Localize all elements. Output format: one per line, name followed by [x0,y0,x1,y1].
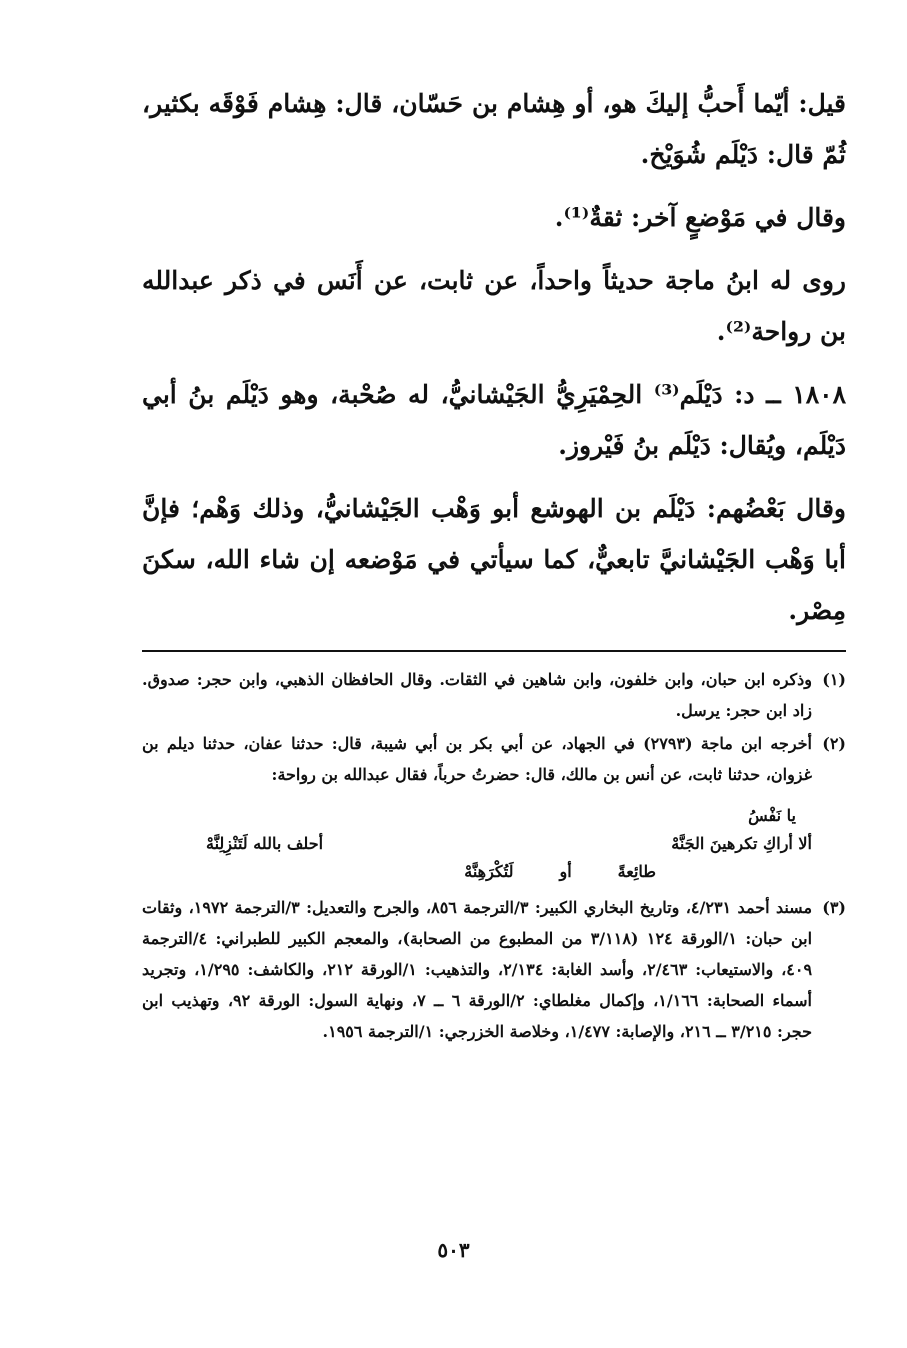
paragraph-2: وقال في مَوْضعٍ آخر: ثقةٌ⁽¹⁾. [554,203,846,232]
footnote-number: (١) [822,670,846,689]
footnote-divider [142,650,846,652]
poem-line-2 [142,858,846,886]
page-content [142,78,846,1278]
footnote-text: أخرجه ابن ماجة (٢٧٩٣) في الجهاد، عن أبي بكر بن أبي شيبة، قال: حدثنا عفان، حدثنا ديلم بن غزوان، حدثنا ثابت، عن أنس بن مالك، قال: حضرتُ حرباً، فقال عبدالله بن رواحة: [142,734,813,784]
poem-line-0: يا نَفْسُ [748,806,796,825]
footnote-1 [142,664,846,726]
poem-hemistich-1a: ألا أراكِ تكرهينَ الجَنَّهْ [671,834,812,853]
paragraph-1: قيل: أيّما أَحبُّ إليكَ هو، أو هِشام بن حَسّان، قال: هِشام فَوْقَه بكثير، ثُمّ قال: دَيْلَم شُوَيْخ. [142,89,846,169]
footnote-number: (٣) [822,898,846,917]
paragraph-5: وقال بَعْضُهم: دَيْلَم بن الهوشع أبو وَهْب الجَيْشانيُّ، وذلك وَهْم؛ فإنَّ أبا وَهْب الجَيْشانيَّ تابعيٌّ، كما سيأتي في مَوْضعه إن شاء الله، سكنَ مِصْر. [142,494,846,625]
poem-line-1 [142,830,846,858]
paragraph-3: روى له ابنُ ماجة حديثاً واحداً، عن ثابت، عن أَنَس في ذكر عبدالله بن رواحة⁽²⁾. [142,266,846,346]
main-text [142,78,846,636]
footnotes [142,664,846,1047]
poem-word-2b: أو [559,862,572,881]
footnote-text: وذكره ابن حبان، وابن خلفون، وابن شاهين في الثقات. وقال الحافظان الذهبي، وابن حجر: صدوق. زاد ابن حجر: يرسل. [142,670,813,720]
entry-1808: ١٨٠٨ ــ د: دَيْلَم⁽³⁾ الحِمْيَرِيُّ الجَيْشانيُّ، له صُحْبة، وهو دَيْلَم بنُ أبي دَيْلَم، ويُقال: دَيْلَم بنُ فَيْروز. [142,380,846,460]
footnote-number: (٢) [822,734,846,753]
poem-word-2c: لَتُكْرَهِنَّهْ [464,862,514,881]
footnote-3 [142,892,846,1047]
poem-verse [142,802,846,886]
footnote-2 [142,728,846,790]
footnote-text: مسند أحمد ٤/٢٣١، وتاريخ البخاري الكبير: ٣/الترجمة ٨٥٦، والجرح والتعديل: ٣/الترجمة ١٩٧٢، وثقات ابن حبان: ١/الورقة ١٢٤ (٣/١١٨ من المطبوع من الصحابة)، والمعجم الكبير للطبراني: ٤/الترجمة ٤٠٩، والاستيعاب: ٢/٤٦٣، وأسد الغابة: ٢/١٣٤، والتذهيب: ١/الورقة ٢١٢، والكاشف: ١/٢٩٥، وتجريد أسماء الصحابة: ١/١٦٦، وإكمال مغلطاي: ٢/الورقة ٦ ــ ٧، ونهاية السول: الورقة ٩٢، وتهذيب ابن حجر: ٣/٢١٥ ــ ٢١٦، والإصابة: ١/٤٧٧، وخلاصة الخزرجي: ١/الترجمة ١٩٥٦. [142,898,813,1041]
page-number: ٥٠٣ [437,1238,470,1262]
poem-word-2a: طائِعةً [617,862,656,881]
poem-hemistich-1b: أحلف بالله لَتَنْزِلِنَّهْ [206,834,324,853]
